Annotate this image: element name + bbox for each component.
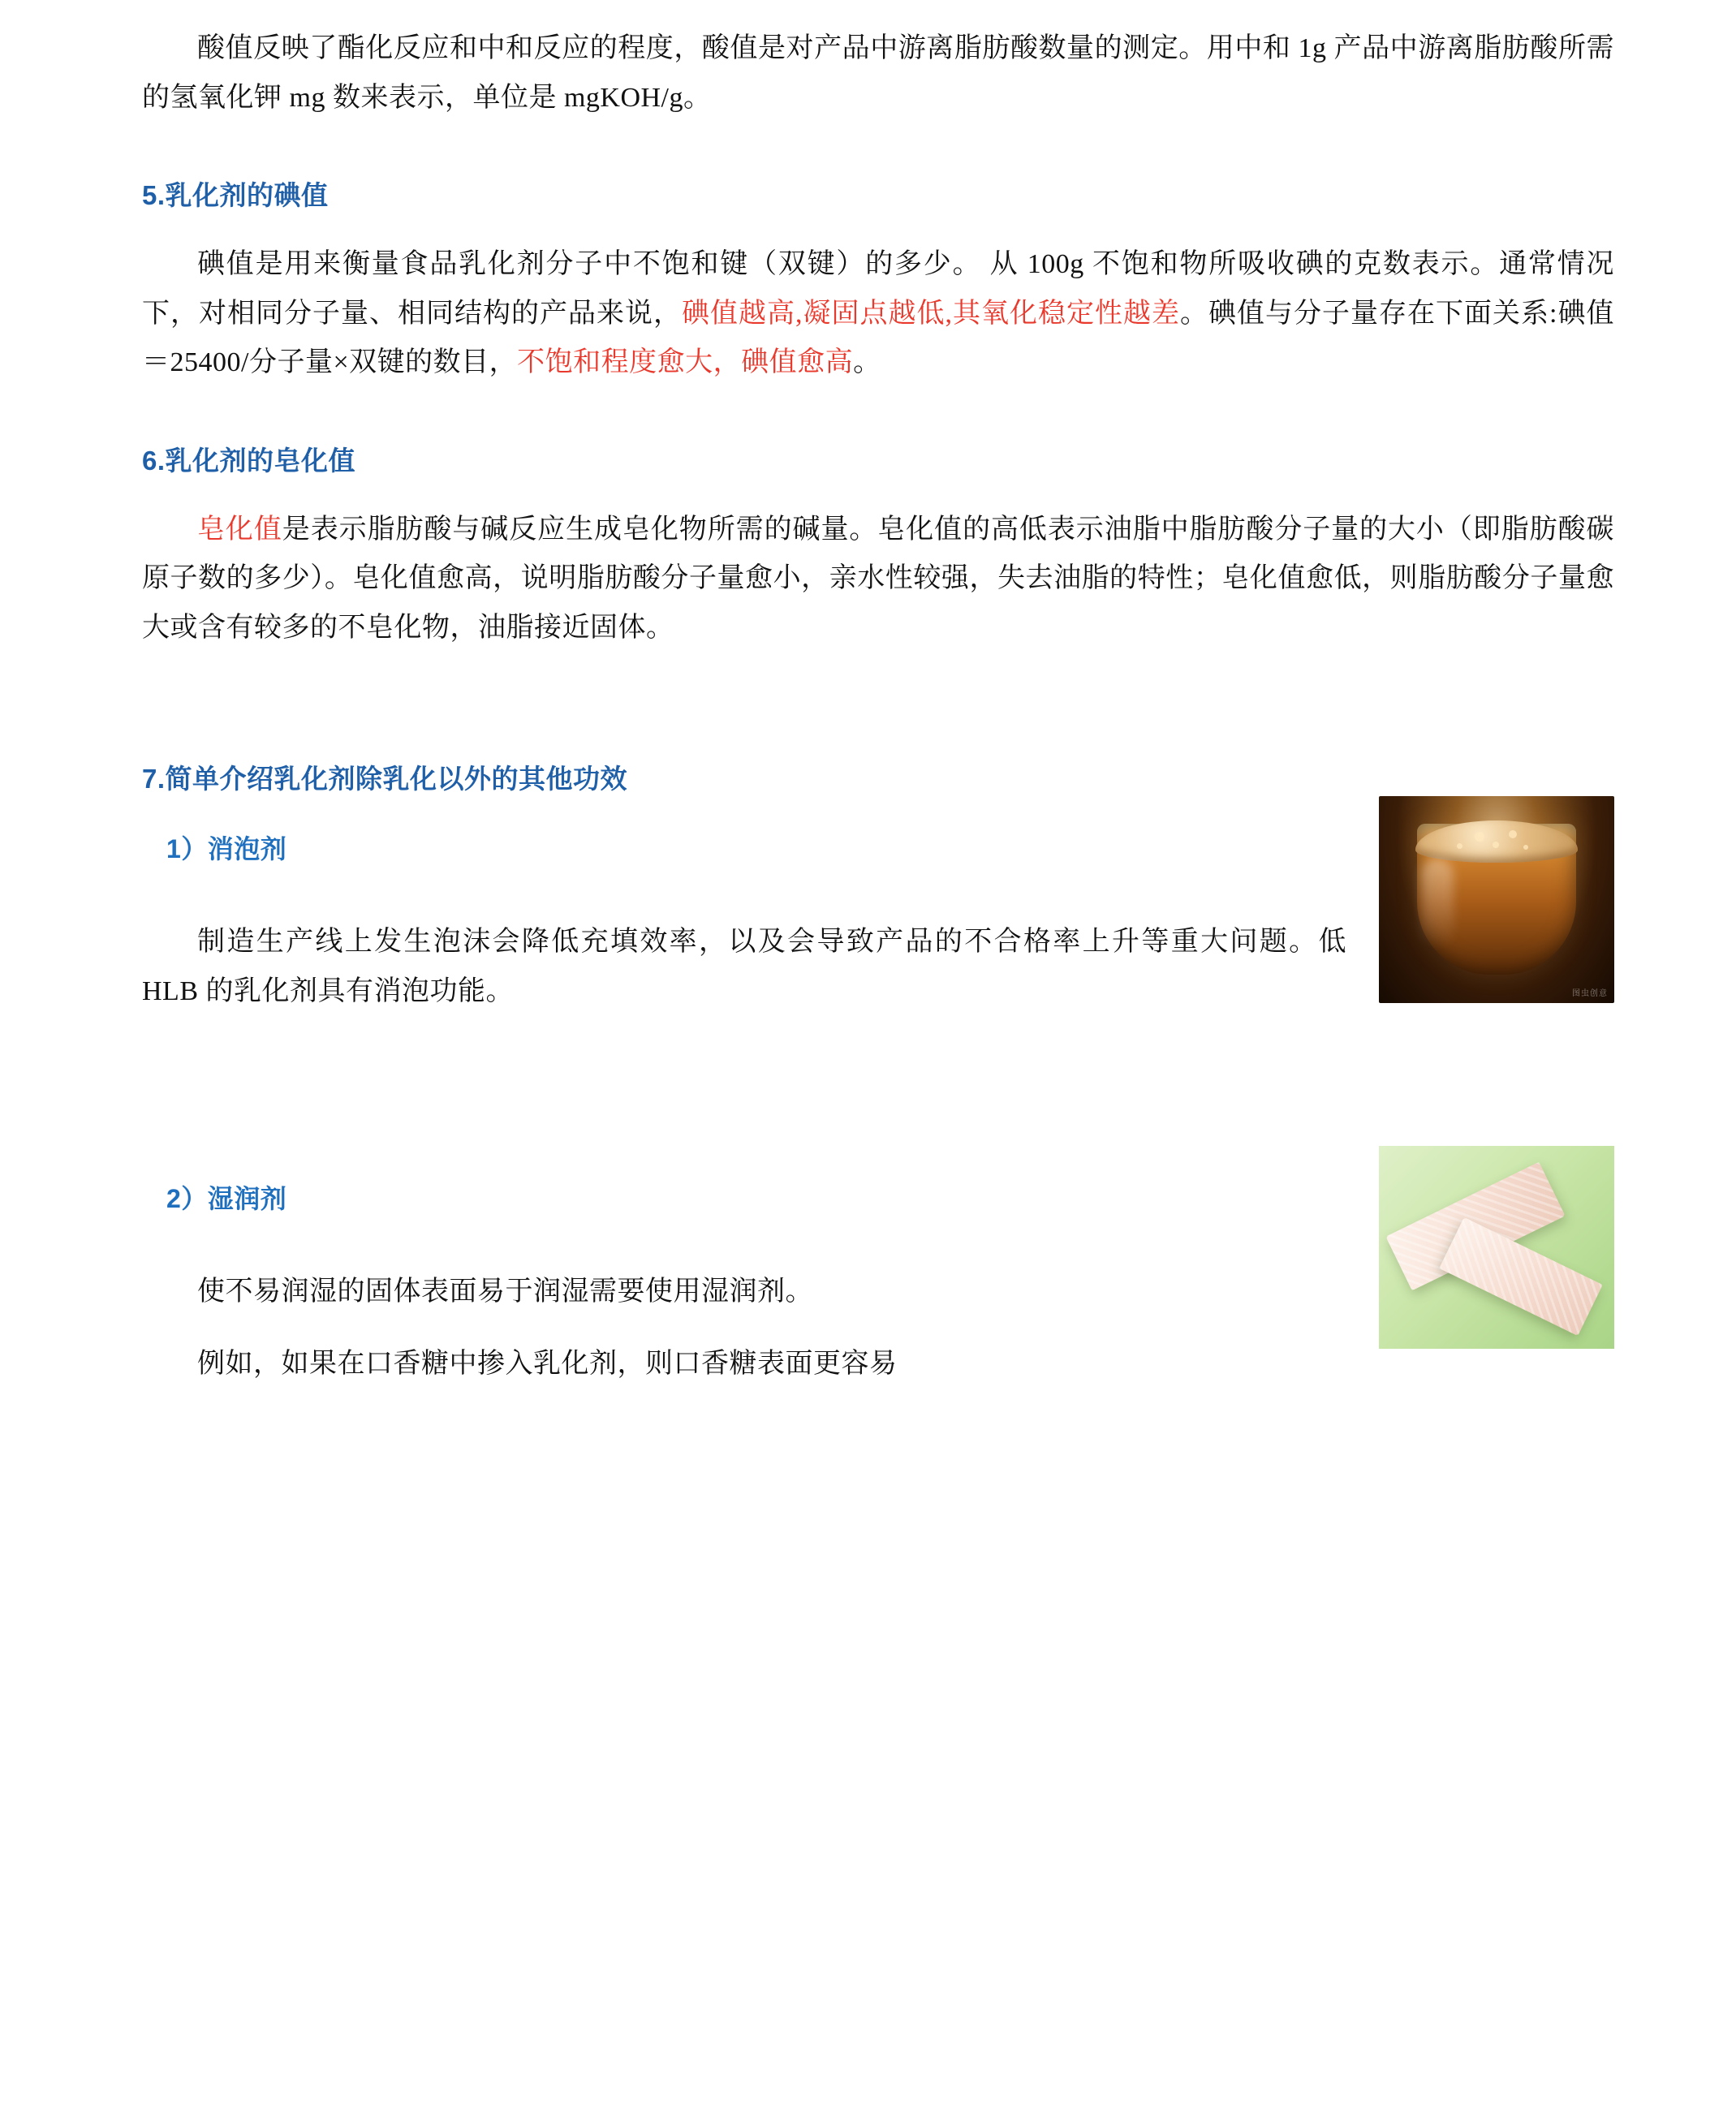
paragraph-acid-value: 酸值反映了酯化反应和中和反应的程度，酸值是对产品中游离脂肪酸数量的测定。用中和 1g 产品中游离脂肪酸所需的氢氧化钾 mg 数来表示，单位是 mgKOH/g。: [142, 33, 1614, 113]
heading-saponification-value: 6.乳化剂的皂化值: [142, 445, 356, 476]
heading-iodine-value: 5.乳化剂的碘值: [142, 180, 329, 211]
saponification-text: 是表示脂肪酸与碱反应生成皂化物所需的碱量。皂化值的高低表示油脂中脂肪酸分子量的大小（即脂肪酸碳原子数的多少）。皂化值愈高，说明脂肪酸分子量愈小，亲水性较强，失去油脂的特性；皂化值愈低，则脂肪酸分子量愈大或含有较多的不皂化物，油脂接近固体。: [142, 514, 1615, 643]
spacer: [142, 131, 1614, 174]
spacer: [142, 1024, 1614, 1146]
iodine-text-part-2: 。碘值与分子量存在下面关系:碘值 ＝25400/分子量×双键的数目，: [142, 298, 1614, 378]
iodine-text-part-1: 碘值是用来衡量食品乳化剂分子中不饱和键（双键）的多少。 从 100g 不饱和物所吸收碘的克数表示。通常情况下，对相同分子量、相同结构的产品来说，: [142, 249, 1614, 329]
paragraph-iodine-value: [142, 240, 1614, 388]
heading-other-functions: 7.简单介绍乳化剂除乳化以外的其他功效: [142, 764, 628, 794]
iodine-emphasis-2: 不饱和程度愈大，碘值愈高: [517, 347, 854, 378]
paragraph-wetting-agent-line-2: 例如，如果在口香糖中掺入乳化剂，则口香糖表面更容易: [197, 1348, 898, 1379]
spacer: [142, 478, 1614, 506]
iodine-text-part-3: 。: [853, 347, 881, 378]
beer-foam-photo: [1379, 796, 1614, 1003]
saponification-emphasis: 皂化值: [197, 514, 282, 545]
heading-defoamer: 1）消泡剂: [166, 834, 287, 864]
spacer: [142, 661, 1614, 758]
paragraph-wetting-agent-line-1: 使不易润湿的固体表面易于润湿需要使用湿润剂。: [197, 1277, 813, 1307]
paragraph-saponification-value: [142, 506, 1614, 653]
paragraph-defoamer: 制造生产线上发生泡沫会降低充填效率，以及会导致产品的不合格率上升等重大问题。低 HLB 的乳化剂具有消泡功能。: [142, 927, 1346, 1006]
heading-wetting-agent: 2）湿润剂: [166, 1184, 287, 1214]
iodine-emphasis-1: 碘值越高,凝固点越低,其氧化稳定性越差: [682, 298, 1181, 329]
wet-wipes-photo: [1379, 1146, 1614, 1349]
spacer: [142, 396, 1614, 440]
spacer: [142, 213, 1614, 240]
image-watermark: 图虫创意: [1572, 989, 1608, 999]
highlight-shape: [1421, 859, 1454, 948]
